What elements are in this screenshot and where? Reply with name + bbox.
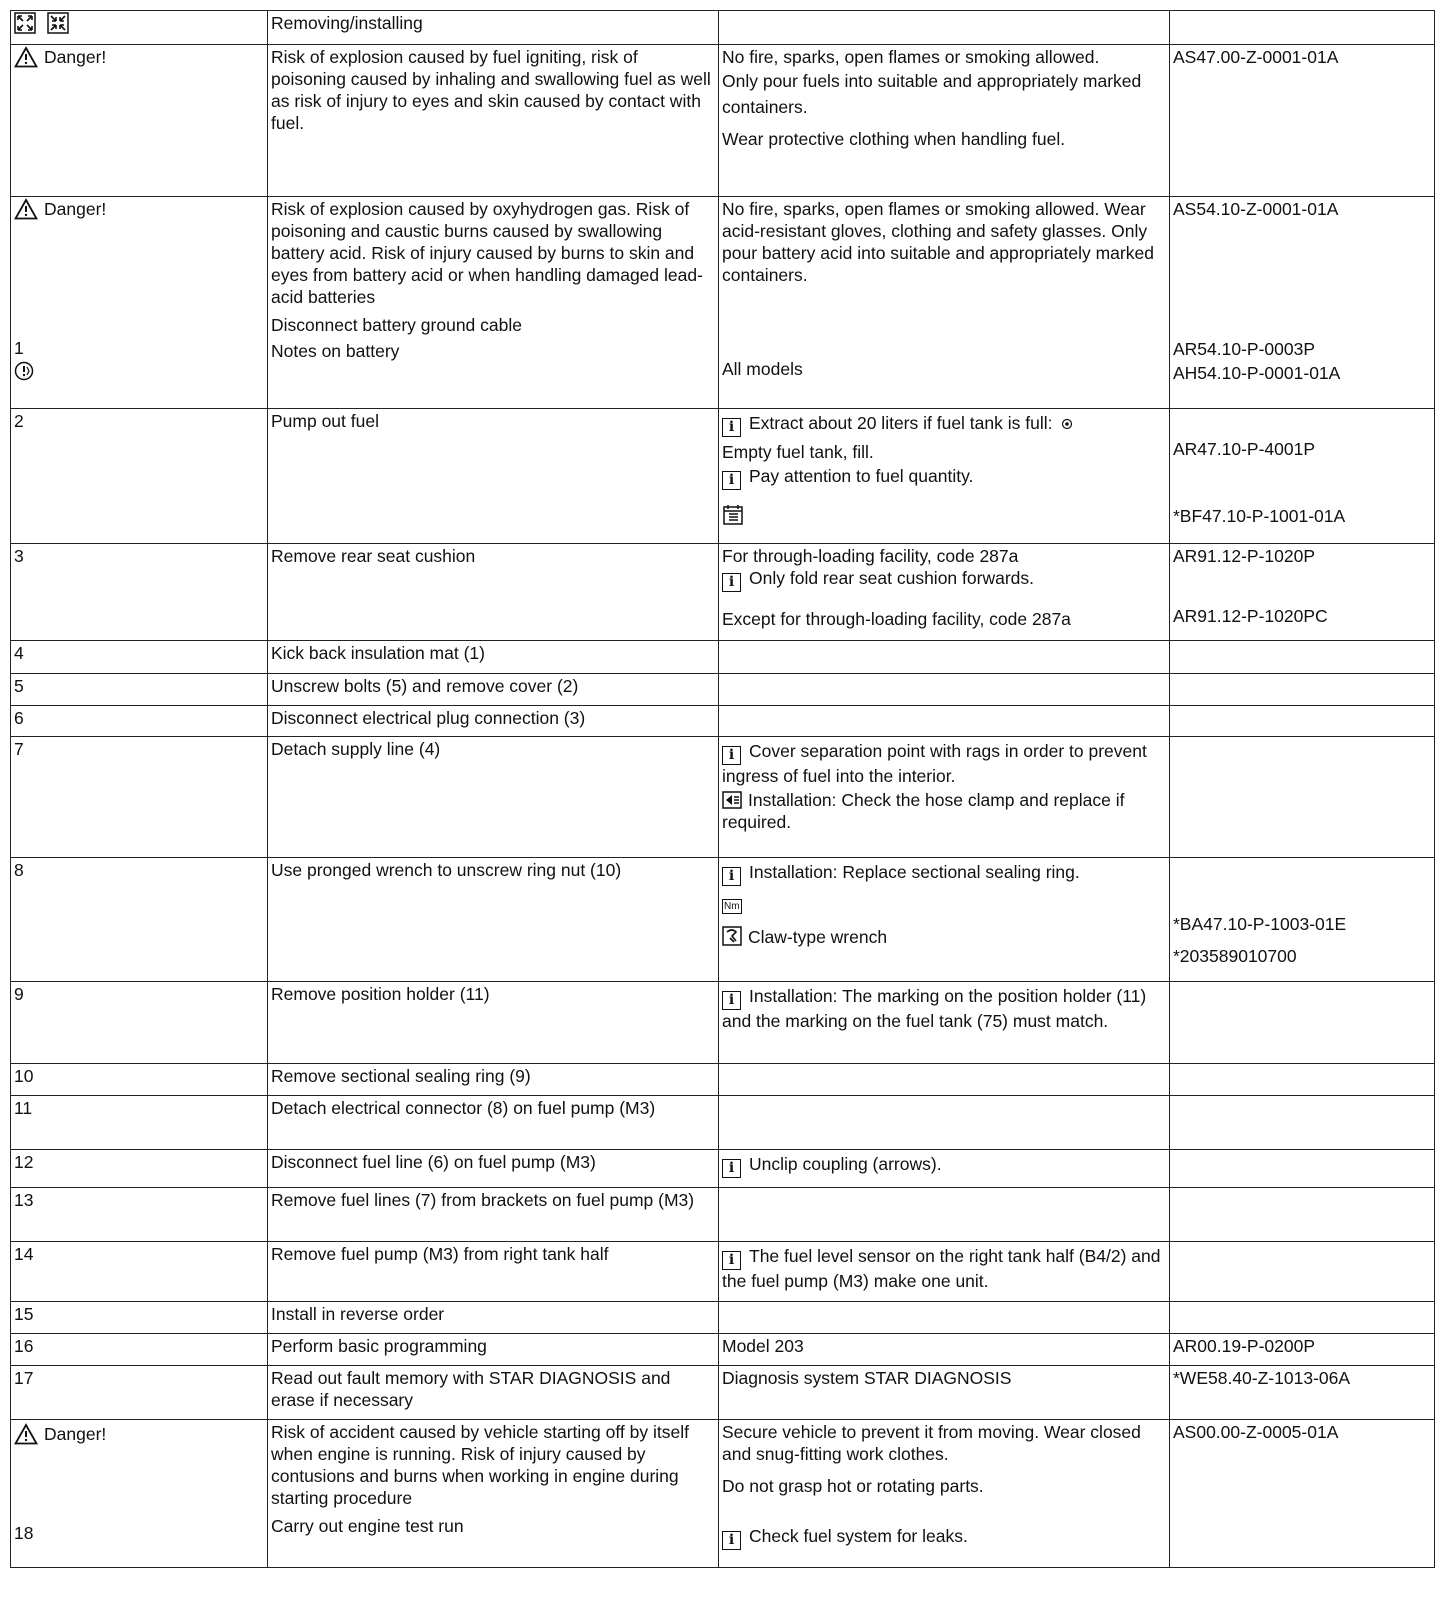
step-number: 15 (11, 1302, 268, 1334)
info-box-icon: i (722, 1159, 741, 1178)
step-text: Pump out fuel (268, 409, 719, 544)
info-box-icon: i (722, 418, 741, 437)
danger-measures: No fire, sparks, open flames or smoking allowed. Only pour fuels into suitable and appropriately marked containers. Wear protective clothing when handling fuel. (719, 45, 1170, 197)
step-row-11 (11, 1096, 1435, 1150)
step-text: Kick back insulation mat (1) (268, 641, 719, 674)
step-row-13 (11, 1188, 1435, 1242)
step-text: Perform basic programming (268, 1334, 719, 1366)
step-number: 9 (11, 982, 268, 1064)
step-text: Disconnect electrical plug connection (3) (268, 706, 719, 737)
step-text: Remove position holder (11) (268, 982, 719, 1064)
header-row (11, 11, 1435, 45)
step-text: Remove sectional sealing ring (9) (268, 1064, 719, 1096)
step-note: Diagnosis system STAR DIAGNOSIS (719, 1366, 1170, 1420)
warning-triangle-icon (14, 1423, 38, 1445)
camera-icon[interactable] (1061, 418, 1073, 430)
step-number: 17 (11, 1366, 268, 1420)
step-note: Model 203 (719, 1334, 1170, 1366)
step-row-2: 2 Pump out fuel i Extract about 20 liters if fuel tank is full: Empty fuel tank, fill. i Pay attention to fuel quantity. AR47.10-P-4001P *BF47.10-P-1001-01A (11, 409, 1435, 544)
warning-triangle-icon (14, 198, 38, 220)
step-ref[interactable]: AR54.10-P-0003P (1173, 339, 1316, 359)
step-text: Unscrew bolts (5) and remove cover (2) (268, 674, 719, 706)
step-number: 18 (14, 1523, 34, 1543)
info-box-icon: i (722, 471, 741, 490)
step-number: 14 (11, 1242, 268, 1302)
note-text: Notes on battery (271, 341, 400, 361)
step-ref[interactable]: AR47.10-P-4001P (1173, 439, 1316, 459)
danger-measures: Secure vehicle to prevent it from moving. Wear closed and snug-fitting work clothes. (722, 1422, 1141, 1464)
step-number: 5 (11, 674, 268, 706)
step-number: 10 (11, 1064, 268, 1096)
step-number: 1 (14, 338, 24, 358)
step-row-8: 8 Use pronged wrench to unscrew ring nut (10) i Installation: Replace sectional sealing ring. Nm Claw-type wrench *BA47.10-P-1003-01E *203589010700 (11, 858, 1435, 982)
danger-label: Danger! (14, 46, 106, 68)
step-ref[interactable]: *BF47.10-P-1001-01A (1173, 506, 1346, 526)
step-text: Install in reverse order (268, 1302, 719, 1334)
fuel-table-icon[interactable] (722, 504, 744, 526)
info-box-icon: i (722, 1251, 741, 1270)
step-row-6 (11, 706, 1435, 737)
special-tool-icon[interactable] (722, 926, 742, 946)
expand-arrows-icon[interactable] (14, 12, 36, 34)
step-text: Use pronged wrench to unscrew ring nut (10) (268, 858, 719, 982)
info-box-icon: i (722, 1531, 741, 1550)
step-row-15 (11, 1302, 1435, 1334)
note-scope: All models (722, 359, 803, 379)
step-number: 13 (11, 1188, 268, 1242)
step-text: Detach supply line (4) (268, 737, 719, 858)
step-text: Remove fuel lines (7) from brackets on fuel pump (M3) (268, 1188, 719, 1242)
step-number: 12 (11, 1150, 268, 1188)
step-row-7: 7 Detach supply line (4) i Cover separation point with rags in order to prevent ingress of fuel into the interior. Installation: Check the hose clamp and replace if required. (11, 737, 1435, 858)
step-number: 8 (11, 858, 268, 982)
warning-triangle-icon (14, 46, 38, 68)
step-row-5 (11, 674, 1435, 706)
step-ref[interactable]: *203589010700 (1173, 946, 1297, 966)
step-number: 2 (11, 409, 268, 544)
torque-nm-icon[interactable]: Nm (724, 901, 740, 912)
step-row-17 (11, 1366, 1435, 1420)
step-ref[interactable]: AR91.12-P-1020PC (1173, 606, 1328, 626)
step-text: Disconnect battery ground cable (271, 315, 522, 335)
danger-ref[interactable]: AS47.00-Z-0001-01A (1170, 45, 1435, 197)
danger-row-engine: Danger! 18 Risk of accident caused by vehicle starting off by itself when engine is running. Risk of injury caused by contusions and burns when working in engine during starting procedure Carry out engine test run Secure vehicle to prevent it from moving. Wear closed and snug-fitting work clothes. Do not grasp hot or rotating parts. i Check fuel system for leaks. AS00.00-Z-0005-01A (11, 1420, 1435, 1568)
header-icons (11, 11, 268, 45)
step-row-4 (11, 641, 1435, 674)
step-text: Remove fuel pump (M3) from right tank half (268, 1242, 719, 1302)
step-number: 11 (11, 1096, 268, 1150)
note-circle-icon (14, 361, 34, 381)
step-ref[interactable]: AR91.12-P-1020P (1173, 546, 1316, 566)
step-ref[interactable]: *WE58.40-Z-1013-06A (1170, 1366, 1435, 1420)
info-box-icon: i (722, 991, 741, 1010)
procedure-table (10, 10, 1435, 1568)
danger-label: Danger! (14, 198, 106, 220)
step-text: Remove rear seat cushion (268, 544, 719, 641)
step-number: 3 (11, 544, 268, 641)
danger-ref[interactable]: AS00.00-Z-0005-01A (1170, 1420, 1435, 1568)
step-row-3: 3 Remove rear seat cushion For through-loading facility, code 287a i Only fold rear seat cushion forwards. Except for through-loading facility, code 287a AR91.12-P-1020P AR91.12-P-1020PC (11, 544, 1435, 641)
step-row-14: 14 Remove fuel pump (M3) from right tank half i The fuel level sensor on the right tank half (B4/2) and the fuel pump (M3) make one unit. (11, 1242, 1435, 1302)
step-text: Carry out engine test run (271, 1516, 464, 1536)
step-ref[interactable]: *BA47.10-P-1003-01E (1173, 914, 1347, 934)
step-text: Disconnect fuel line (6) on fuel pump (M3) (268, 1150, 719, 1188)
step-number: 7 (11, 737, 268, 858)
step-row-12: 12 Disconnect fuel line (6) on fuel pump (M3) i Unclip coupling (arrows). (11, 1150, 1435, 1188)
step-ref[interactable]: AR00.19-P-0200P (1170, 1334, 1435, 1366)
danger-ref[interactable]: AS54.10-Z-0001-01A (1173, 199, 1339, 219)
step-text: Detach electrical connector (8) on fuel pump (M3) (268, 1096, 719, 1150)
danger-measures: No fire, sparks, open flames or smoking allowed. Wear acid-resistant gloves, clothing and safety glasses. Only pour battery acid into suitable and appropriately marked containers. (722, 199, 1154, 285)
step-row-9: 9 Remove position holder (11) i Installation: The marking on the position holder (11) and the marking on the fuel tank (75) must match. (11, 982, 1435, 1064)
danger-label: Danger! (14, 1423, 106, 1445)
step-number: 4 (11, 641, 268, 674)
step-row-10 (11, 1064, 1435, 1096)
danger-row-battery (11, 197, 1435, 409)
collapse-arrows-icon[interactable] (47, 12, 69, 34)
note-ref[interactable]: AH54.10-P-0001-01A (1173, 363, 1341, 383)
step-number: 16 (11, 1334, 268, 1366)
info-box-icon: i (722, 746, 741, 765)
danger-row-fuel (11, 45, 1435, 197)
installation-arrow-icon (722, 791, 742, 809)
header-title: Removing/installing (268, 11, 719, 45)
info-box-icon: i (722, 867, 741, 886)
danger-risk-text: Risk of explosion caused by fuel igniting, risk of poisoning caused by inhaling and swallowing fuel as well as risk of injury to eyes and skin caused by contact with fuel. (268, 45, 719, 197)
danger-risk-text: Risk of explosion caused by oxyhydrogen gas. Risk of poisoning and caustic burns caused by swallowing battery acid. Risk of injury caused by burns to skin and eyes from battery acid or when handling damaged lead-acid batteries (271, 199, 703, 307)
danger-risk-text: Risk of accident caused by vehicle starting off by itself when engine is running. Risk of injury caused by contusions and burns when working in engine during starting procedure (271, 1422, 689, 1508)
info-box-icon: i (722, 573, 741, 592)
step-number: 6 (11, 706, 268, 737)
step-text: Read out fault memory with STAR DIAGNOSIS and erase if necessary (268, 1366, 719, 1420)
step-row-16 (11, 1334, 1435, 1366)
